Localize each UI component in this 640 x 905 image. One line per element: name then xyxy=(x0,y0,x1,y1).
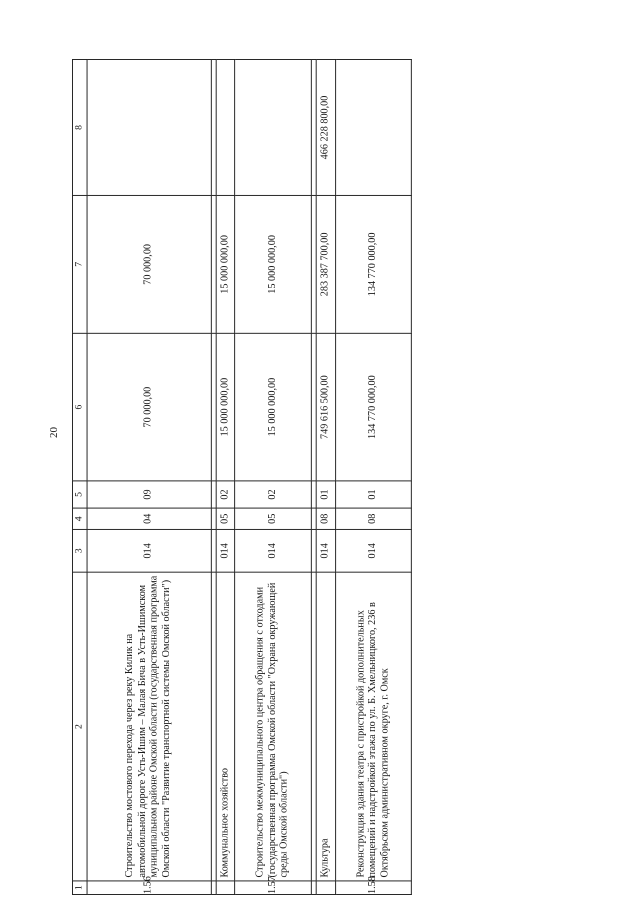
cell-col-8 xyxy=(217,60,235,196)
header-col-7: 7 xyxy=(72,195,87,333)
object-name: Строительство межмуниципального центра обращения с отходами (государственная программа Омской области "Охрана окружающей среды Омской области") xyxy=(235,572,311,881)
category-name: Коммунальное хозяйство xyxy=(217,572,235,881)
object-name: Реконструкция здания театра с пристройкой дополнительных помещений и надстройкой этажа по ул. Б. Хмельницкого, 236 в Октябрьском административном округе, г. Омск xyxy=(335,572,411,881)
table-row xyxy=(335,60,411,895)
cell-col-3: 014 xyxy=(335,529,411,572)
category-row xyxy=(217,60,235,895)
cell-col-8: 466 228 800,00 xyxy=(317,60,335,196)
cell-col-6: 15 000 000,00 xyxy=(217,333,235,481)
row-number: 1.57 xyxy=(235,881,311,895)
cell-col-4: 04 xyxy=(87,508,211,529)
cell-col-4: 08 xyxy=(335,508,411,529)
cell-col-8 xyxy=(335,60,411,196)
row-number: 1.58 xyxy=(335,881,411,895)
cell-col-8 xyxy=(87,60,211,196)
header-col-1: 1 xyxy=(72,881,87,895)
cell-col-6: 749 616 500,00 xyxy=(317,333,335,481)
cell-col-3: 014 xyxy=(235,529,311,572)
category-row xyxy=(317,60,335,895)
header-col-4: 4 xyxy=(72,508,87,529)
header-col-2: 2 xyxy=(72,572,87,881)
header-col-8: 8 xyxy=(72,60,87,196)
category-name: Культура xyxy=(317,572,335,881)
cell-col-3: 014 xyxy=(217,529,235,572)
cell-col-7: 283 387 700,00 xyxy=(317,195,335,333)
cell-col-4: 05 xyxy=(217,508,235,529)
cell-col-5: 01 xyxy=(317,481,335,508)
cell-col-6: 134 770 000,00 xyxy=(335,333,411,481)
cell-col-7: 134 770 000,00 xyxy=(335,195,411,333)
budget-table-page xyxy=(72,60,412,895)
header-col-3: 3 xyxy=(72,529,87,572)
cell-col-5: 01 xyxy=(335,481,411,508)
cell-col-3: 014 xyxy=(317,529,335,572)
cell-col-5: 02 xyxy=(217,481,235,508)
cell-col-4: 08 xyxy=(317,508,335,529)
budget-table xyxy=(72,59,412,895)
header-col-6: 6 xyxy=(72,333,87,481)
cell-col-8 xyxy=(235,60,311,196)
table-row xyxy=(87,60,211,895)
page-number: 20 xyxy=(48,427,60,438)
header-col-5: 5 xyxy=(72,481,87,508)
cell-col-3: 014 xyxy=(87,529,211,572)
cell-col-5: 09 xyxy=(87,481,211,508)
header-row xyxy=(72,60,87,895)
cell-col-7: 70 000,00 xyxy=(87,195,211,333)
cell-col-6: 70 000,00 xyxy=(87,333,211,481)
table-row xyxy=(235,60,311,895)
cell-col-7: 15 000 000,00 xyxy=(235,195,311,333)
cell-col-7: 15 000 000,00 xyxy=(217,195,235,333)
row-number: 1.56 xyxy=(87,881,211,895)
cell-col-5: 02 xyxy=(235,481,311,508)
cell-col-6: 15 000 000,00 xyxy=(235,333,311,481)
cell-col-4: 05 xyxy=(235,508,311,529)
object-name: Строительство мостового перехода через реку Килик на автомобильной дороге Усть-Ишим – Малая Бича в Усть-Ишимском муниципальном районе Омской области (государственная программа Омской области "Развитие транспортной системы Омской области") xyxy=(87,572,211,881)
